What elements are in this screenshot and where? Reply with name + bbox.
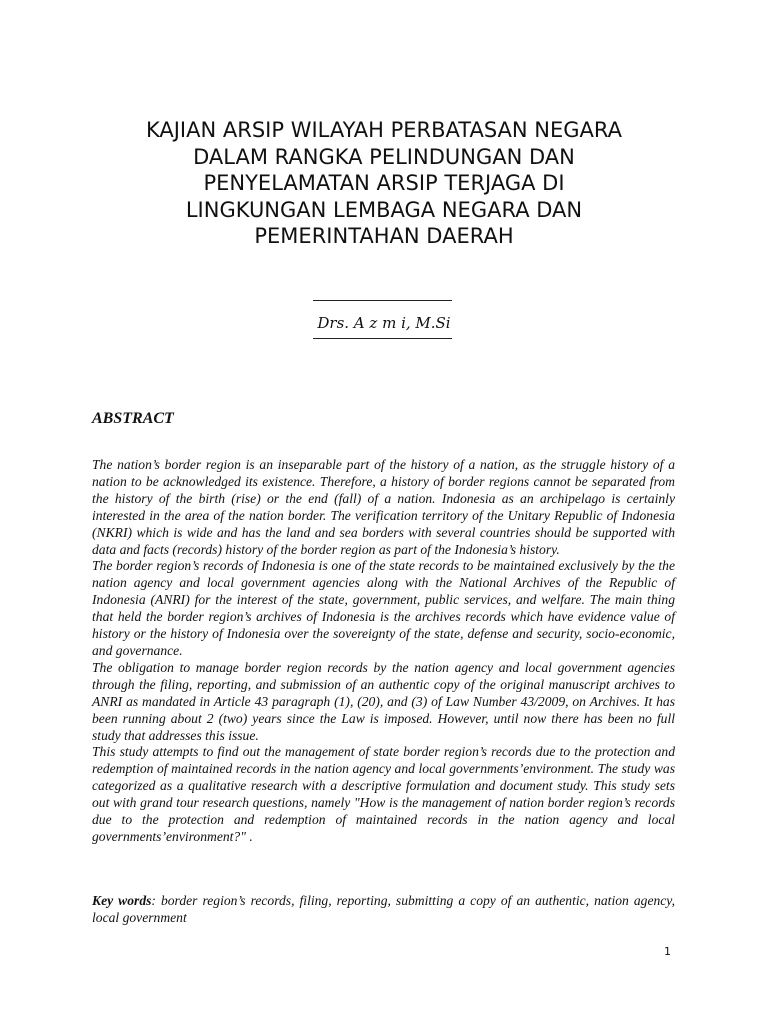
title-line: PEMERINTAHAN DAERAH (254, 224, 514, 248)
keywords (92, 893, 675, 927)
title-line: DALAM RANGKA PELINDUNGAN DAN (193, 144, 575, 169)
abstract-paragraph: This study attempts to find out the management of state border region’s records due to the protection and redemption of maintained records in the nation agency and local governments’environment. The study was categorized as a qualitative research with a descriptive formulation and document study. This study sets out with grand tour research questions, namely "How is the management of nation border region’s records due to the protection and redemption of maintained records in the nation agency and local governments’environment?" . (92, 744, 675, 844)
author-name: Drs. A z m i, M.Si (317, 314, 451, 332)
title-line: PENYELAMATAN ARSIP TERJAGA DI (203, 171, 565, 195)
abstract-body (92, 457, 675, 846)
title-line: LINGKUNGAN LEMBAGA NEGARA DAN (185, 197, 583, 222)
keywords-text: : border region’s records, filing, reporting, submitting a copy of an authentic, nation agency, local government (92, 893, 675, 925)
title-line: KAJIAN ARSIP WILAYAH PERBATASAN NEGARA (145, 118, 623, 142)
author-rule-top (313, 300, 452, 301)
abstract-paragraph: The nation’s border region is an inseparable part of the history of a nation, as the struggle history of a nation to be acknowledged its existence. Therefore, a history of border regions cannot be separated from the history of the birth (rise) or the end (fall) of a nation. Indonesia as an archipelago is certainly interested in the area of the nation border. The verification territory of the Unitary Republic of Indonesia (NKRI) which is wide and has the land and sea borders with several countries should be supported with data and facts (records) history of the border region as part of the Indonesia’s history. (92, 457, 675, 557)
abstract-heading: ABSTRACT (92, 410, 174, 427)
document-title (60, 117, 708, 250)
keywords-label: Key words (92, 893, 152, 908)
page-number: 1 (664, 945, 671, 958)
abstract-paragraph: The border region’s records of Indonesia is one of the state records to be maintained exclusively by the the nation agency and local government agencies along with the National Archives of the Republic of Indonesia (ANRI) for the interest of the state, government, public services, and welfare. The main thing that held the border region’s archives of Indonesia is the archives records which have evidence value of history or the history of Indonesia over the sovereignty of the state, defense and security, socio-economic, and governance. (92, 558, 675, 658)
author-rule-bottom (313, 338, 452, 339)
abstract-paragraph: The obligation to manage border region records by the nation agency and local government agencies through the filing, reporting, and submission of an authentic copy of the original manuscript archives to ANRI as mandated in Article 43 paragraph (1), (20), and (3) of Law Number 43/2009, on Archives. It has been running about 2 (two) years since the Law is imposed. However, until now there has been no full study that addresses this issue. (92, 659, 675, 743)
